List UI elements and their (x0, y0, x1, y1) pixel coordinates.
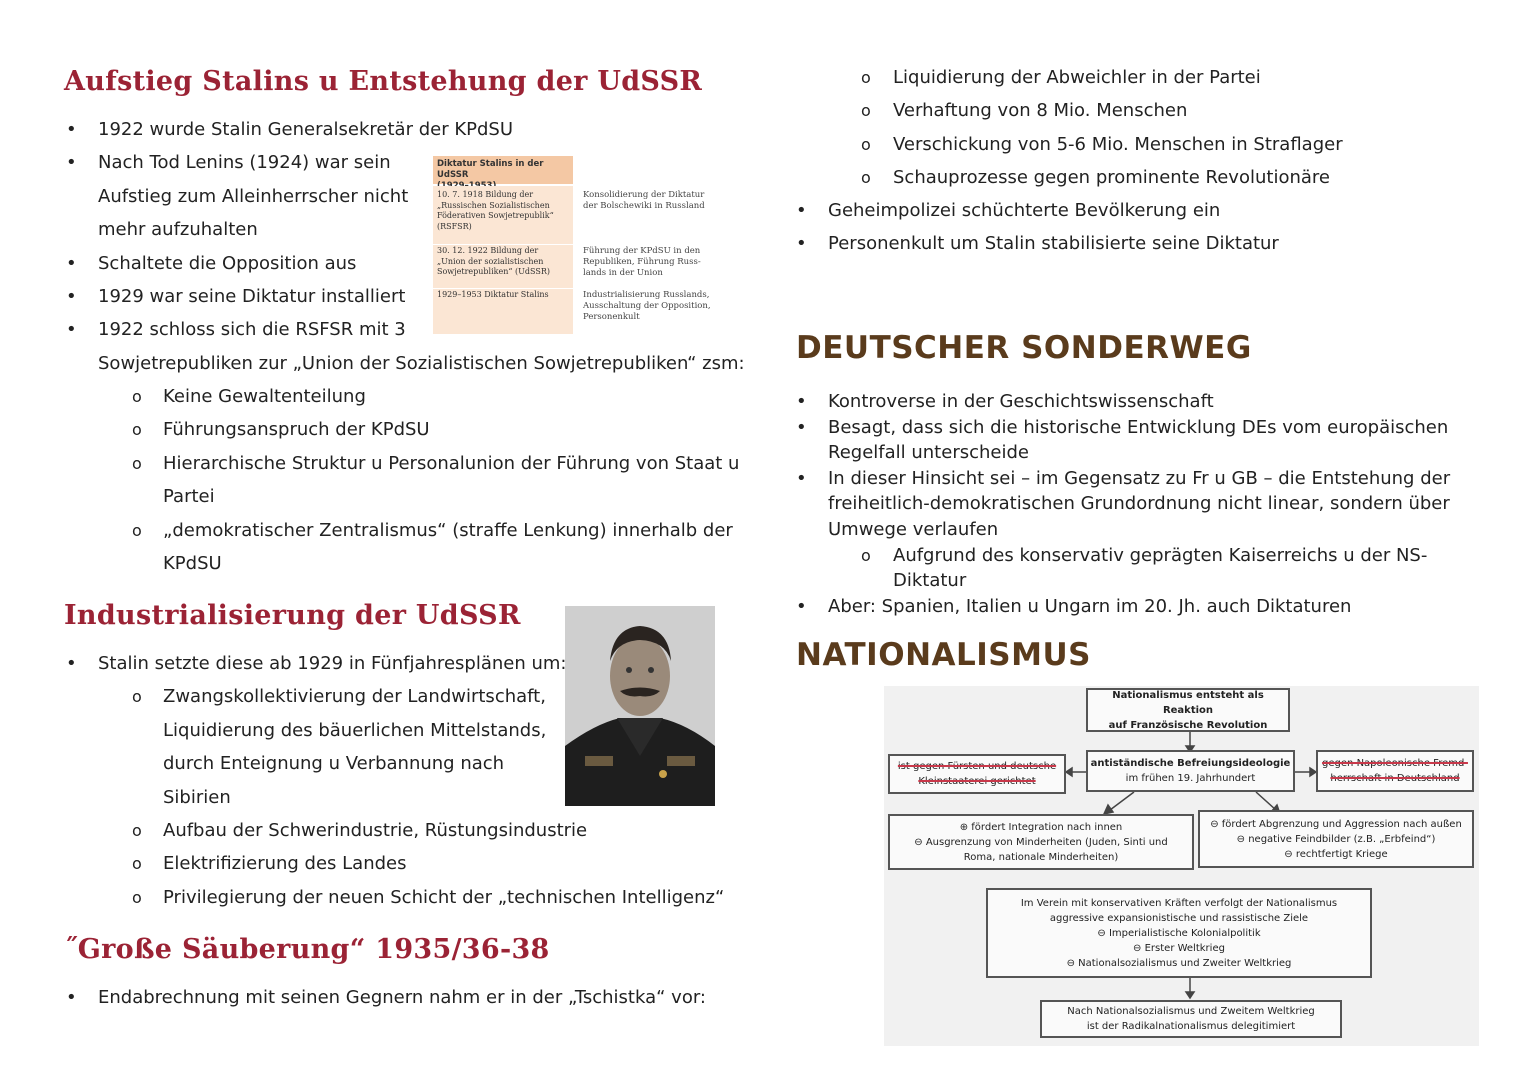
circle-bullet-icon: o (861, 68, 871, 87)
table-cell-right (583, 190, 721, 212)
bullet-icon: • (796, 595, 807, 617)
list-item-text: Elektrifizierung des Landes (163, 853, 407, 875)
list-item-text: 1922 wurde Stalin Generalsekretär der KPdSU (98, 119, 514, 140)
table-cell-line: Konsolidierung der Diktatur (583, 190, 705, 200)
portrait-icon (565, 606, 715, 806)
table-cell-line: „Union der sozialistischen (437, 256, 544, 266)
diagram-text: ist der Radikalnationalismus delegitimiert (1086, 1021, 1296, 1032)
list-item-text: Schaltete die Opposition aus (98, 252, 357, 274)
table-cell-line: (RSFSR) (437, 221, 472, 231)
diagram-text: ⊖ Imperialistische Kolonialpolitik (1097, 927, 1261, 939)
bullet-icon: • (66, 152, 77, 174)
diagram-text: antiständische Befreiungsideologie (1090, 758, 1291, 769)
list-item-text: Regelfall unterscheide (828, 442, 1029, 464)
table-cell-line: 1929–1953 Diktatur Stalins (437, 290, 549, 299)
bullet-icon: • (796, 200, 807, 221)
bullet-icon: • (66, 252, 77, 274)
diagram-text: ⊖ Nationalsozialismus und Zweiter Weltkrieg (1066, 957, 1292, 969)
list-item-text: mehr aufzuhalten (98, 219, 258, 241)
diagram-box-befreiungsideologie (1086, 750, 1295, 792)
diagram-text: ⊖ fördert Abgrenzung und Aggression nach außen (1210, 818, 1462, 830)
circle-bullet-icon: o (132, 854, 142, 874)
list-item-text: Umwege verlaufen (828, 519, 999, 540)
bullet-icon: • (66, 286, 77, 307)
list-item-text: Zwangskollektivierung der Landwirtschaft, (163, 686, 546, 708)
list-item-text: Hierarchische Struktur u Personalunion der Führung von Staat u (163, 452, 740, 474)
list-item-text: Keine Gewaltenteilung (163, 386, 366, 407)
list-item-text: Kontroverse in der Geschichtswissenschaft (828, 391, 1214, 412)
circle-bullet-icon: o (861, 101, 871, 121)
diagram-text: gegen Napoleonische Fremd- (1322, 758, 1468, 769)
table-cell-right (583, 290, 721, 323)
diagram-text: Nationalismus entsteht als Reaktion (1112, 689, 1264, 716)
circle-bullet-icon: o (132, 687, 142, 707)
diagram-text: auf Französische Revolution (1108, 719, 1268, 731)
diagram-text: ist gegen Fürsten und deutsche (897, 761, 1057, 772)
bullet-icon: • (796, 416, 807, 438)
list-item-text: 1922 schloss sich die RSFSR mit 3 (98, 319, 406, 341)
list-item-text: Aufstieg zum Alleinherrscher nicht (98, 185, 409, 207)
table-cell-line: „Russischen Sozialistischen (437, 200, 550, 210)
diagram-text: ⊖ Ausgrenzung von Minderheiten (Juden, Sinti und (914, 836, 1168, 848)
table-header (433, 156, 573, 184)
table-cell-left (437, 190, 571, 232)
heading-aufstieg-stalins: Aufstieg Stalins u Entstehung der UdSSR (64, 66, 703, 97)
diagram-text: ⊖ rechtfertigt Kriege (1284, 848, 1388, 860)
bullet-icon: • (66, 319, 77, 341)
table-cell-line: Personenkult (583, 312, 640, 322)
circle-bullet-icon: o (861, 545, 871, 565)
table-cell-line: Sowjetrepubliken“ (UdSSR) (437, 267, 550, 276)
diagram-text: Im Verein mit konservativen Kräften verfolgt der Nationalismus (1020, 897, 1338, 909)
list-item-text: Besagt, dass sich die historische Entwicklung DEs vom europäischen (828, 416, 1449, 438)
list-item-text: durch Enteignung u Verbannung nach (163, 753, 505, 775)
bullet-icon: • (66, 987, 77, 1008)
list-item-text: Aufbau der Schwerindustrie, Rüstungsindustrie (163, 820, 588, 841)
circle-bullet-icon: o (132, 887, 142, 907)
circle-bullet-icon: o (132, 520, 142, 540)
heading-deutscher-sonderweg: DEUTSCHER SONDERWEG (796, 330, 1252, 366)
table-divider (433, 244, 573, 245)
table-title: Diktatur Stalins in der UdSSR (437, 159, 544, 180)
diagram-text: Roma, nationale Minderheiten) (963, 851, 1119, 863)
table-cell-line: 30. 12. 1922 Bildung der (437, 246, 539, 255)
table-divider (433, 288, 573, 289)
list-item-text: Liquidierung der Abweichler in der Partei (893, 67, 1261, 88)
table-cell-line: Industrialisierung Russlands, (583, 290, 710, 300)
diagram-box-reaction (1086, 688, 1290, 732)
table-cell-line: Führung der KPdSU in den (583, 246, 701, 256)
table-cell-line: Republiken, Führung Russ- (583, 257, 701, 267)
circle-bullet-icon: o (132, 420, 142, 440)
diagram-box-verein (986, 888, 1372, 978)
list-item-text: Aber: Spanien, Italien u Ungarn im 20. Jh. auch Diktaturen (828, 595, 1352, 617)
bullet-icon: • (66, 119, 77, 140)
nationalismus-diagram (884, 686, 1479, 1046)
bullet-icon: • (796, 391, 807, 412)
diagram-box-napoleon (1316, 750, 1474, 792)
diagram-text: ⊖ Erster Weltkrieg (1133, 942, 1225, 954)
heading-nationalismus: NATIONALISMUS (796, 637, 1091, 673)
circle-bullet-icon: o (861, 168, 871, 188)
list-item-text: Stalin setzte diese ab 1929 in Fünfjahresplänen um: (98, 653, 567, 674)
stalin-portrait-photo (565, 606, 715, 806)
list-item-text: Schauprozesse gegen prominente Revolutionäre (893, 167, 1330, 189)
table-cell-line: Ausschaltung der Opposition, (583, 301, 711, 311)
list-item-text: 1929 war seine Diktatur installiert (98, 286, 406, 307)
list-item-text: Partei (163, 486, 215, 508)
table-cell-left (437, 246, 571, 278)
table-cell-right (583, 246, 721, 279)
heading-industrialisierung: Industrialisierung der UdSSR (64, 600, 521, 631)
bullet-icon: • (66, 653, 77, 674)
list-item-text: Privilegierung der neuen Schicht der „technischen Intelligenz“ (163, 886, 725, 908)
list-item-text: Geheimpolizei schüchterte Bevölkerung ein (828, 200, 1221, 221)
heading-grosse-saeuberung: ˝Große Säuberung“ 1935/36-38 (64, 934, 550, 965)
list-item-text: freiheitlich-demokratischen Grundordnung nicht linear, sondern über (828, 493, 1450, 515)
diktatur-table-image (433, 156, 721, 334)
circle-bullet-icon: o (132, 821, 142, 840)
diagram-box-integration (888, 814, 1194, 870)
circle-bullet-icon: o (132, 387, 142, 406)
list-item-text: Personenkult um Stalin stabilisierte seine Diktatur (828, 233, 1279, 255)
diagram-text: Kleinstaaterei gerichtet (918, 776, 1036, 787)
saeuberung-text: Endabrechnung mit seinen Gegnern nahm er in der „Tschistka“ vor: (98, 987, 706, 1008)
diagram-text: herrschaft in Deutschland (1330, 773, 1460, 784)
bullet-icon: • (796, 467, 807, 489)
list-item-text: Aufgrund des konservativ geprägten Kaiserreichs u der NS- (893, 544, 1428, 566)
table-cell-line: lands in der Union (583, 268, 663, 278)
diagram-box-fuersten (888, 754, 1066, 794)
diagram-text: im frühen 19. Jahrhundert (1125, 773, 1256, 784)
diagram-text: aggressive expansionistische und rassistische Ziele (1049, 912, 1309, 924)
list-item-text: Verhaftung von 8 Mio. Menschen (893, 100, 1188, 122)
list-item-text: Verschickung von 5-6 Mio. Menschen in Straflager (893, 133, 1343, 155)
list-item-text: KPdSU (163, 553, 222, 574)
diagram-box-abgrenzung (1198, 810, 1474, 868)
list-item-text: „demokratischer Zentralismus“ (straffe Lenkung) innerhalb der (163, 519, 733, 541)
list-item-text: In dieser Hinsicht sei – im Gegensatz zu Fr u GB – die Entstehung der (828, 467, 1451, 489)
list-item-text: Diktatur (893, 570, 967, 592)
diagram-text: ⊖ negative Feindbilder (z.B. „Erbfeind“) (1236, 833, 1436, 845)
table-cell-left (437, 290, 571, 301)
diagram-text: ⊕ fördert Integration nach innen (959, 821, 1123, 833)
list-item-text: Sibirien (163, 786, 231, 808)
list-item-text: Führungsanspruch der KPdSU (163, 419, 430, 441)
circle-bullet-icon: o (132, 453, 142, 473)
diagram-box-delegitimiert (1040, 1000, 1342, 1038)
list-item-text: Sowjetrepubliken zur „Union der Sozialistischen Sowjetrepubliken“ zsm: (98, 352, 745, 374)
list-item-text: Liquidierung des bäuerlichen Mittelstands, (163, 719, 547, 741)
diagram-text: Nach Nationalsozialismus und Zweitem Weltkrieg (1067, 1006, 1315, 1017)
table-cell-line: 10. 7. 1918 Bildung der (437, 190, 534, 199)
table-cell-line: Föderativen Sowjetrepublik“ (437, 211, 554, 220)
list-item-text: Nach Tod Lenins (1924) war sein (98, 152, 391, 174)
bullet-icon: • (796, 233, 807, 255)
circle-bullet-icon: o (861, 134, 871, 154)
table-cell-line: der Bolschewiki in Russland (583, 201, 705, 211)
